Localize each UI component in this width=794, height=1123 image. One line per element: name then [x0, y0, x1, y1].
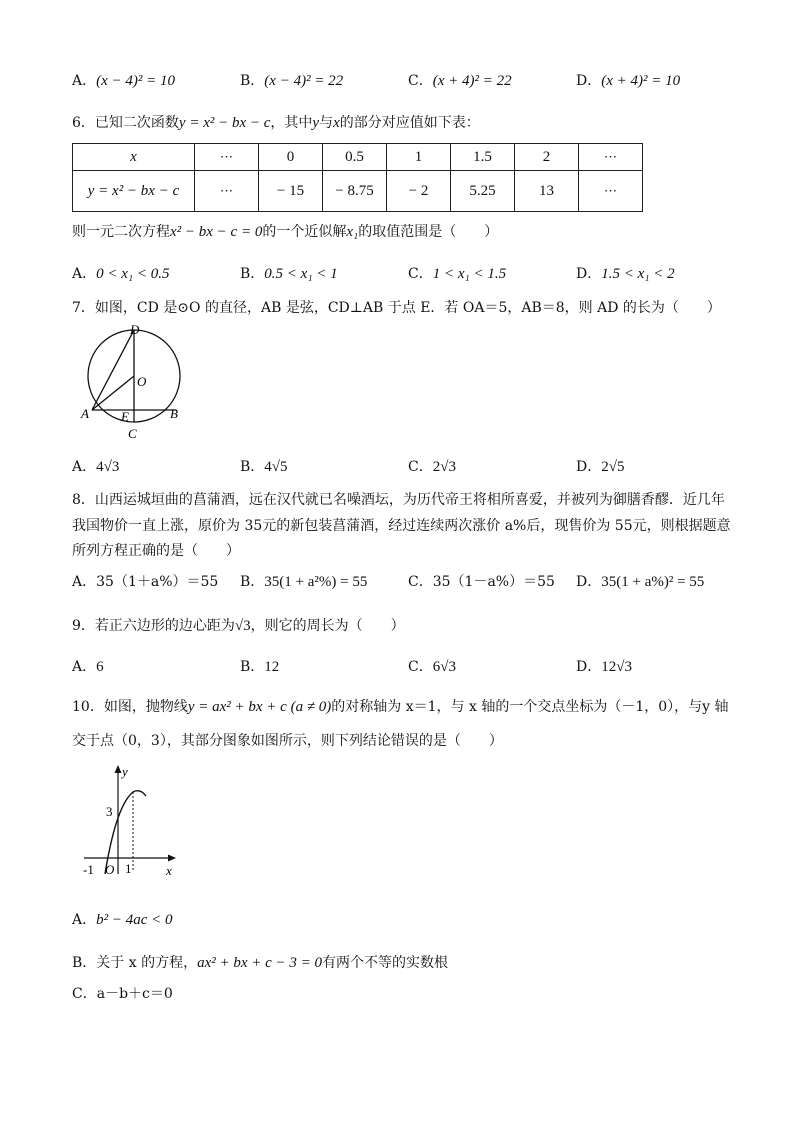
label-e: E — [121, 409, 129, 424]
y-axis-arrow — [115, 765, 122, 773]
q8-option-d[interactable]: D．35(1 + a%)² = 55 — [576, 574, 705, 590]
table-cell: ⋯ — [195, 171, 259, 212]
q7-option-c[interactable]: C．2√3 — [408, 459, 456, 475]
q10-option-c[interactable]: C．a－b＋c＝0 — [72, 986, 173, 1002]
q6-function: y = x² − bx − c — [178, 115, 271, 131]
label-d: D — [130, 322, 140, 337]
table-cell: 5.25 — [451, 171, 515, 212]
q8-stem-line1: 8．山西运城垣曲的菖蒲酒，远在汉代就已名噪酒坛，为历代帝王将相所喜爱，并被列为御膳香醪．近几年 — [72, 492, 725, 508]
x-axis-arrow — [168, 855, 176, 862]
q5-option-a[interactable]: A．(x − 4)² = 10 — [72, 73, 176, 89]
q10-option-b[interactable]: B．关于 x 的方程，ax² + bx + c − 3 = 0有两个不等的实数根 — [72, 955, 449, 971]
q7-stem: 7．如图，CD 是⊙O 的直径，AB 是弦，CD⊥AB 于点 E．若 OA＝5，AB＝8，则 AD 的长为（ ） — [72, 300, 721, 316]
q8-option-a[interactable]: A．35（1＋a%）＝55 — [72, 574, 219, 590]
label-o: O — [137, 374, 147, 389]
q5-option-c-text: (x + 4)² = 22 — [432, 73, 512, 89]
segment-ao — [92, 376, 134, 410]
q9-stem: 9．若正六边形的边心距为√3，则它的周长为（ ） — [72, 618, 405, 634]
q6-stem: 6．已知二次函数y = x² − bx − c，其中y与x的部分对应值如下表： — [72, 115, 480, 131]
q5-option-d-text: (x + 4)² = 10 — [601, 73, 681, 89]
label-one: 1 — [125, 861, 132, 876]
label-b: B — [170, 406, 178, 421]
table-row-x — [73, 144, 643, 171]
q6-question: 则一元二次方程x² − bx − c = 0的一个近似解x₁的取值范围是（ ） — [72, 224, 499, 240]
label-a: A — [81, 406, 89, 421]
table-cell: ⋯ — [195, 144, 259, 171]
table-row-y — [73, 171, 643, 212]
table-cell: − 15 — [259, 171, 323, 212]
q6-option-c[interactable]: C．1 < x₁ < 1.5 — [408, 266, 507, 282]
q9-option-d[interactable]: D．12√3 — [576, 659, 632, 675]
q5-option-d[interactable]: D．(x + 4)² = 10 — [576, 73, 681, 89]
q8-stem-line3: 所列方程正确的是（ ） — [72, 543, 240, 559]
table-cell: ⋯ — [579, 171, 643, 212]
label-x: x — [166, 863, 172, 878]
table-header-x: x — [73, 144, 195, 171]
q9-option-b[interactable]: B．12 — [240, 659, 280, 675]
q7-option-b[interactable]: B．4√5 — [240, 459, 288, 475]
label-origin: O — [105, 862, 115, 877]
table-cell: − 8.75 — [323, 171, 387, 212]
q5-option-b[interactable]: B．(x − 4)² = 22 — [240, 73, 344, 89]
table-cell: 13 — [515, 171, 579, 212]
label-neg-one: -1 — [83, 862, 94, 877]
q10-stem-line1: 10．如图，抛物线y = ax² + bx + c (a ≠ 0)的对称轴为 x＝1，与 x 轴的一个交点坐标为（－1，0），与y 轴 — [72, 699, 729, 715]
q10-parabola-figure — [78, 762, 182, 878]
table-cell: − 2 — [387, 171, 451, 212]
segment-ad — [92, 330, 134, 410]
label-y: y — [122, 764, 128, 779]
label-three: 3 — [106, 804, 113, 819]
q7-option-a[interactable]: A．4√3 — [72, 459, 120, 475]
q7-option-d[interactable]: D．2√5 — [576, 459, 625, 475]
q8-option-c[interactable]: C．35（1－a%）＝55 — [408, 574, 555, 590]
table-cell: ⋯ — [579, 144, 643, 171]
q10-stem-line2: 交于点（0，3），其部分图象如图所示，则下列结论错误的是（ ） — [72, 733, 503, 749]
label-c: C — [128, 426, 137, 441]
q5-option-a-text: (x − 4)² = 10 — [96, 73, 176, 89]
q5-option-b-text: (x − 4)² = 22 — [264, 73, 344, 89]
table-cell: 2 — [515, 144, 579, 171]
q7-circle-figure — [80, 322, 190, 446]
q8-option-b[interactable]: B．35(1 + a²%) = 55 — [240, 574, 368, 590]
q9-option-a[interactable]: A．6 — [72, 659, 104, 675]
q6-value-table — [72, 143, 643, 212]
table-cell: 1.5 — [451, 144, 515, 171]
q6-option-b[interactable]: B．0.5 < x₁ < 1 — [240, 266, 338, 282]
q8-stem-line2: 我国物价一直上涨，原价为 35元的新包装菖蒲酒，经过连续两次涨价 a%后，现售价为 55元，则根据题意 — [72, 518, 731, 534]
table-header-y: y = x² − bx − c — [73, 171, 195, 212]
q9-option-c[interactable]: C．6√3 — [408, 659, 456, 675]
q5-option-c[interactable]: C．(x + 4)² = 22 — [408, 73, 512, 89]
table-cell: 0 — [259, 144, 323, 171]
table-cell: 1 — [387, 144, 451, 171]
table-cell: 0.5 — [323, 144, 387, 171]
q10-option-a[interactable]: A．b² − 4ac < 0 — [72, 912, 173, 928]
q6-option-a[interactable]: A．0 < x₁ < 0.5 — [72, 266, 170, 282]
q6-option-d[interactable]: D．1.5 < x₁ < 2 — [576, 266, 675, 282]
